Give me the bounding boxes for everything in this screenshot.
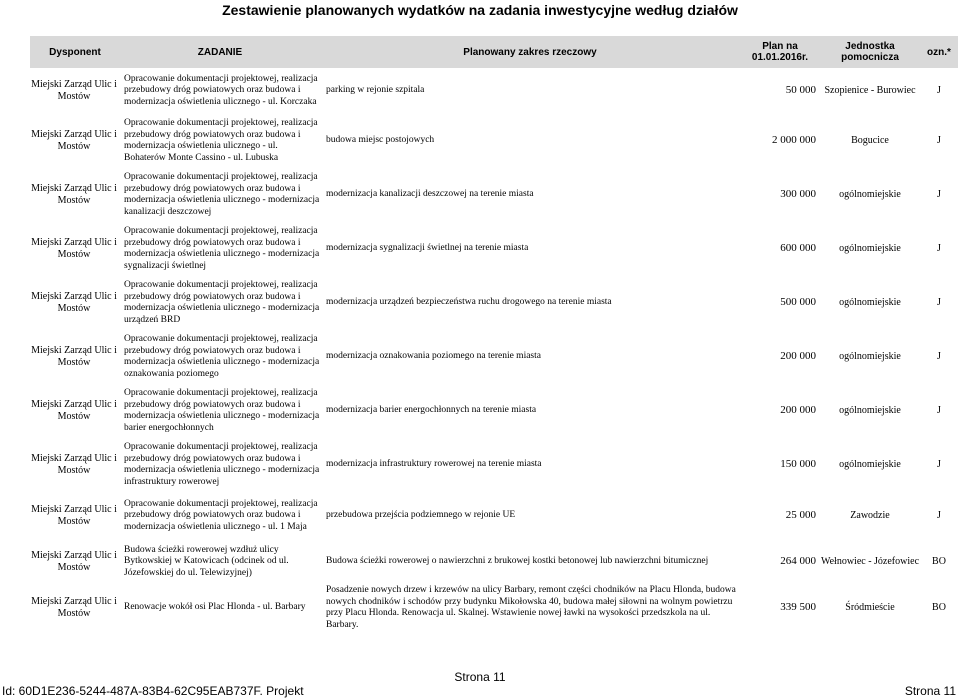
cell-zakres: Budowa ścieżki rowerowej o nawierzchni z brukowej kostki betonowej lub nawierzchni bitumicznej (326, 556, 709, 567)
cell-zakres: modernizacja oznakowania poziomego na terenie miasta (326, 351, 541, 362)
cell-zadanie: Opracowanie dokumentacji projektowej, realizacja przebudowy dróg powiatowych oraz budowa i modernizacja oświetlenia ulicznego - modernizacja sygnalizacji świetlnej (124, 226, 320, 271)
cell-zakres: przebudowa przejścia podziemnego w rejonie UE (326, 510, 516, 521)
cell-plan: 300 000 (780, 188, 816, 201)
table-row (30, 492, 958, 540)
cell-zakres: modernizacja kanalizacji deszczowej na terenie miasta (326, 189, 534, 200)
cell-zadanie: Opracowanie dokumentacji projektowej, realizacja przebudowy dróg powiatowych oraz budowa i modernizacja oświetlenia ulicznego - modernizacja infrastruktury rowerowej (124, 442, 320, 487)
table-row (30, 330, 958, 384)
cell-ozn: J (937, 351, 941, 363)
cell-plan: 264 000 (780, 555, 816, 568)
cell-jednostka: ogólnomiejskie (839, 297, 901, 309)
document-id: Id: 60D1E236-5244-487A-83B4-62C95EAB737F. Projekt (2, 684, 304, 698)
cell-zakres: modernizacja infrastruktury rowerowej na terenie miasta (326, 459, 542, 470)
cell-jednostka: Bogucice (851, 135, 889, 147)
cell-dysponent: Miejski Zarząd Ulic i Mostów (31, 399, 117, 422)
cell-zakres: Posadzenie nowych drzew i krzewów na ulicy Barbary, remont części chodników na Placu Hlonda, budowa nowych chodników i schodów przy budynku Mikołowska 40, budowa małej siłowni na wolnym powietrzu przy Placu Hlonda. Renowacja ul. Skalnej. Wstawienie nowej ławki na wysokości przedszkola na ul. Barbary. (326, 585, 736, 630)
cell-ozn: J (937, 189, 941, 201)
table-row (30, 584, 958, 632)
cell-jednostka: ogólnomiejskie (839, 405, 901, 417)
cell-plan: 339 500 (780, 601, 816, 614)
cell-ozn: BO (932, 602, 946, 614)
cell-jednostka: ogólnomiejskie (839, 189, 901, 201)
cell-zakres: modernizacja urządzeń bezpieczeństwa ruchu drogowego na terenie miasta (326, 297, 612, 308)
cell-dysponent: Miejski Zarząd Ulic i Mostów (31, 237, 117, 260)
expenditure-table (30, 36, 958, 632)
cell-dysponent: Miejski Zarząd Ulic i Mostów (31, 129, 117, 152)
cell-plan: 200 000 (780, 350, 816, 363)
cell-dysponent: Miejski Zarząd Ulic i Mostów (31, 596, 117, 619)
cell-zadanie: Opracowanie dokumentacji projektowej, realizacja przebudowy dróg powiatowych oraz budowa i modernizacja oświetlenia ulicznego - ul. Bohaterów Monte Cassino - ul. Lubuska (124, 118, 318, 163)
table-row (30, 168, 958, 222)
cell-jednostka: Zawodzie (850, 510, 890, 522)
document-title: Zestawienie planowanych wydatków na zadania inwestycyjne według działów (222, 2, 738, 18)
cell-zadanie: Opracowanie dokumentacji projektowej, realizacja przebudowy dróg powiatowych oraz budowa i modernizacja oświetlenia ulicznego - ul. 1 Maja (124, 498, 318, 532)
cell-ozn: J (937, 135, 941, 147)
cell-jednostka: Szopienice - Burowiec (824, 85, 916, 97)
cell-plan: 2 000 000 (772, 134, 816, 147)
cell-jednostka: ogólnomiejskie (839, 351, 901, 363)
cell-zakres: budowa miejsc postojowych (326, 135, 435, 146)
cell-ozn: J (937, 405, 941, 417)
cell-dysponent: Miejski Zarząd Ulic i Mostów (31, 453, 117, 476)
cell-dysponent: Miejski Zarząd Ulic i Mostów (31, 504, 117, 527)
cell-zadanie: Opracowanie dokumentacji projektowej, realizacja przebudowy dróg powiatowych oraz budowa i modernizacja oświetlenia ulicznego - modernizacja urządzeń BRD (124, 280, 320, 325)
cell-zadanie: Opracowanie dokumentacji projektowej, realizacja przebudowy dróg powiatowych oraz budowa i modernizacja oświetlenia ulicznego - modernizacja oznakowania poziomego (124, 334, 320, 379)
table-row (30, 68, 958, 114)
cell-zadanie: Opracowanie dokumentacji projektowej, realizacja przebudowy dróg powiatowych oraz budowa i modernizacja oświetlenia ulicznego - modernizacja kanalizacji deszczowej (124, 172, 320, 217)
page-number-right: Strona 11 (904, 684, 956, 698)
table-body (30, 68, 958, 632)
cell-plan: 200 000 (780, 404, 816, 417)
table-row (30, 540, 958, 584)
header-zakres: Planowany zakres rzeczowy (463, 46, 597, 58)
cell-plan: 50 000 (785, 84, 816, 97)
table-row (30, 384, 958, 438)
page-number-center: Strona 11 (454, 670, 506, 684)
header-zadanie: ZADANIE (197, 46, 243, 58)
cell-ozn: J (937, 243, 941, 255)
cell-zadanie: Opracowanie dokumentacji projektowej, realizacja przebudowy dróg powiatowych oraz budowa i modernizacja oświetlenia ulicznego - ul. Korczaka (124, 73, 318, 107)
cell-jednostka: Śródmieście (845, 602, 895, 614)
cell-zadanie: Renowacje wokół osi Plac Hlonda - ul. Barbary (124, 602, 306, 613)
cell-zakres: modernizacja sygnalizacji świetlnej na terenie miasta (326, 243, 529, 254)
cell-jednostka: Wełnowiec - Józefowiec (820, 556, 920, 568)
cell-jednostka: ogólnomiejskie (839, 243, 901, 255)
header-jednostka: Jednostka pomocnicza (841, 41, 899, 63)
cell-ozn: BO (932, 556, 946, 568)
cell-jednostka: ogólnomiejskie (839, 459, 901, 471)
cell-dysponent: Miejski Zarząd Ulic i Mostów (31, 79, 117, 102)
header-plan: Plan na 01.01.2016r. (751, 41, 809, 63)
cell-ozn: J (937, 459, 941, 471)
header-dysponent: Dysponent (49, 46, 101, 58)
cell-zadanie: Budowa ścieżki rowerowej wzdłuż ulicy Bytkowskiej w Katowicach (odcinek od ul. Józefowskiej do ul. Telewizyjnej) (124, 544, 289, 578)
cell-ozn: J (937, 297, 941, 309)
cell-plan: 150 000 (780, 458, 816, 471)
cell-dysponent: Miejski Zarząd Ulic i Mostów (31, 183, 117, 206)
cell-zadanie: Opracowanie dokumentacji projektowej, realizacja przebudowy dróg powiatowych oraz budowa i modernizacja oświetlenia ulicznego - modernizacja barier energochłonnych (124, 388, 320, 433)
cell-plan: 500 000 (780, 296, 816, 309)
cell-plan: 600 000 (780, 242, 816, 255)
cell-ozn: J (937, 510, 941, 522)
cell-dysponent: Miejski Zarząd Ulic i Mostów (31, 345, 117, 368)
cell-dysponent: Miejski Zarząd Ulic i Mostów (31, 291, 117, 314)
table-row (30, 222, 958, 276)
header-ozn: ozn.* (927, 46, 951, 58)
cell-dysponent: Miejski Zarząd Ulic i Mostów (31, 550, 117, 573)
table-row (30, 276, 958, 330)
cell-zakres: modernizacja barier energochłonnych na terenie miasta (326, 405, 537, 416)
table-row (30, 114, 958, 168)
cell-plan: 25 000 (785, 509, 816, 522)
table-header (30, 36, 958, 68)
table-row (30, 438, 958, 492)
cell-ozn: J (937, 85, 941, 97)
cell-zakres: parking w rejonie szpitala (326, 85, 425, 96)
